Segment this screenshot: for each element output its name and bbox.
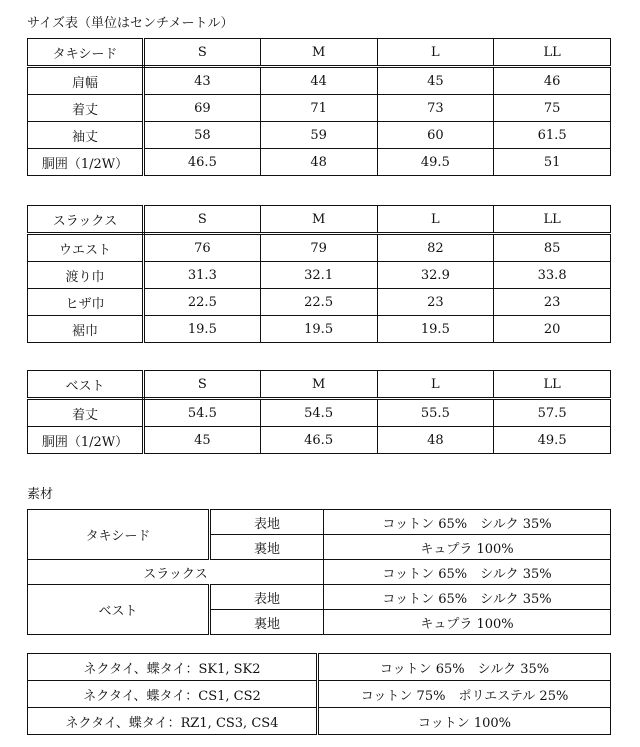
table-cell: 20 [494,316,611,343]
header-cell: S [144,39,261,67]
table-row [28,316,611,343]
fabric-part-label: 裏地 [210,610,324,635]
table-cell: 22.5 [144,289,261,316]
table-cell: 49.5 [494,427,611,454]
table-header-row [28,371,611,399]
table-row [28,654,611,681]
table-cell: 19.5 [377,316,494,343]
header-cell: S [144,206,261,234]
table-row [28,289,611,316]
material-value: キュプラ 100% [324,535,611,560]
material-value: コットン 75% ポリエステル 25% [318,681,611,708]
row-label: ウエスト [28,234,144,262]
table-cell: 32.9 [377,262,494,289]
fabric-part-label: 表地 [210,510,324,535]
material-value: コットン 65% シルク 35% [324,560,611,585]
table-cell: 23 [377,289,494,316]
header-cell: LL [494,371,611,399]
fabric-part-label: 表地 [210,585,324,610]
table-cell: 57.5 [494,399,611,427]
table-cell: 73 [377,95,494,122]
vest-size-table [27,370,611,454]
table-cell: 33.8 [494,262,611,289]
header-cell: L [377,39,494,67]
row-label: 袖丈 [28,122,144,149]
row-label: ヒザ巾 [28,289,144,316]
size-table-title: サイズ表（単位はセンチメートル） [27,16,234,31]
table-row [28,149,611,176]
materials-table [27,509,611,635]
row-label: 着丈 [28,399,144,427]
table-row [28,681,611,708]
header-cell: S [144,371,261,399]
table-row [28,399,611,427]
table-row [28,560,611,585]
table-cell: 54.5 [260,399,377,427]
row-label: 裾巾 [28,316,144,343]
material-value: コットン 100% [318,708,611,735]
table-cell: 31.3 [144,262,261,289]
table-cell: 54.5 [144,399,261,427]
table-cell: 32.1 [260,262,377,289]
table-cell: 58 [144,122,261,149]
table-row [28,95,611,122]
header-cell: M [260,206,377,234]
table-cell: 48 [260,149,377,176]
table-cell: 19.5 [260,316,377,343]
accessory-label: ネクタイ、蝶タイ：RZ1, CS3, CS4 [28,708,318,735]
tuxedo-size-table [27,38,611,176]
table-header-row [28,39,611,67]
table-row [28,427,611,454]
header-cell: M [260,371,377,399]
table-cell: 46.5 [260,427,377,454]
table-header-row [28,206,611,234]
table-row [28,234,611,262]
slacks-size-table [27,205,611,343]
material-title: 素材 [27,487,54,502]
material-value: コットン 65% シルク 35% [324,585,611,610]
header-cell: スラックス [28,206,144,234]
table-cell: 69 [144,95,261,122]
table-cell: 22.5 [260,289,377,316]
table-row [28,708,611,735]
table-cell: 59 [260,122,377,149]
table-cell: 76 [144,234,261,262]
table-cell: 43 [144,67,261,95]
table-cell: 60 [377,122,494,149]
fabric-part-label: 裏地 [210,535,324,560]
table-cell: 61.5 [494,122,611,149]
header-cell: M [260,39,377,67]
table-cell: 45 [144,427,261,454]
table-cell: 45 [377,67,494,95]
accessory-label: ネクタイ、蝶タイ：CS1, CS2 [28,681,318,708]
material-value: コットン 65% シルク 35% [324,510,611,535]
table-row [28,67,611,95]
header-cell: L [377,206,494,234]
table-cell: 79 [260,234,377,262]
table-cell: 75 [494,95,611,122]
table-cell: 82 [377,234,494,262]
material-value: キュプラ 100% [324,610,611,635]
table-row [28,262,611,289]
garment-label: ベスト [28,585,210,635]
row-label: 渡り巾 [28,262,144,289]
row-label: 胴囲（1/2W） [28,149,144,176]
table-cell: 85 [494,234,611,262]
table-cell: 44 [260,67,377,95]
row-label: 胴囲（1/2W） [28,427,144,454]
header-cell: LL [494,39,611,67]
accessories-table [27,653,611,735]
garment-label: スラックス [28,560,324,585]
table-cell: 49.5 [377,149,494,176]
table-cell: 48 [377,427,494,454]
material-value: コットン 65% シルク 35% [318,654,611,681]
table-cell: 55.5 [377,399,494,427]
table-cell: 51 [494,149,611,176]
table-row [28,585,611,610]
accessory-label: ネクタイ、蝶タイ：SK1, SK2 [28,654,318,681]
garment-label: タキシード [28,510,210,560]
table-cell: 19.5 [144,316,261,343]
row-label: 着丈 [28,95,144,122]
table-cell: 46.5 [144,149,261,176]
table-row [28,510,611,535]
header-cell: ベスト [28,371,144,399]
header-cell: タキシード [28,39,144,67]
table-row [28,122,611,149]
row-label: 肩幅 [28,67,144,95]
header-cell: LL [494,206,611,234]
table-cell: 71 [260,95,377,122]
table-cell: 46 [494,67,611,95]
header-cell: L [377,371,494,399]
table-cell: 23 [494,289,611,316]
